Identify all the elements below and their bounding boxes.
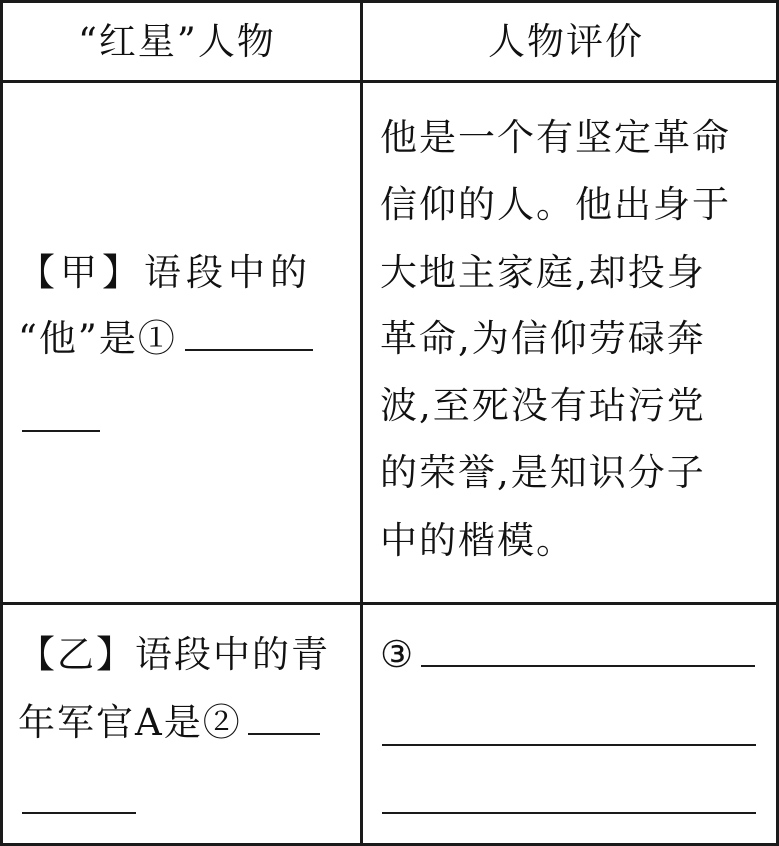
table-row-divider	[0, 602, 779, 605]
answer-blank-3[interactable]	[421, 635, 755, 667]
row2-right-prefix: ③	[380, 633, 416, 676]
row2-left-line2	[18, 690, 320, 756]
answer-blank-2[interactable]	[248, 703, 320, 735]
row1-left-line1: 【甲】语段中的	[18, 251, 312, 294]
row1-right-line5: 波,至死没有玷污党	[380, 384, 706, 427]
table-border-left	[0, 0, 3, 846]
row2-right-line1	[380, 622, 755, 688]
row1-right-line7: 中的楷模。	[380, 519, 575, 562]
answer-blank-3-line3[interactable]	[382, 812, 756, 814]
answer-blank-2-continued[interactable]	[22, 812, 136, 814]
row1-right-line1: 他是一个有坚定革命	[380, 116, 731, 159]
answer-blank-3-line2[interactable]	[382, 744, 756, 746]
row1-right-line4: 革命,为信仰劳碌奔	[380, 317, 706, 360]
table-header-divider	[0, 80, 779, 83]
row1-right-line6: 的荣誉,是知识分子	[380, 451, 706, 494]
row1-right-line2: 信仰的人。他出身于	[380, 183, 731, 226]
row1-right-line3: 大地主家庭,却投身	[380, 251, 706, 294]
answer-blank-1[interactable]	[185, 319, 313, 351]
row2-left-prefix: 年军官A是②	[18, 701, 242, 744]
row2-left-line1: 【乙】语段中的青	[18, 633, 330, 676]
header-red-star-figure: “红星”人物	[78, 20, 276, 63]
answer-blank-1-continued[interactable]	[22, 430, 100, 432]
table-border-top	[0, 0, 779, 3]
header-figure-evaluation: 人物评价	[488, 20, 644, 63]
table-column-divider	[360, 0, 363, 846]
row1-left-line2	[18, 306, 313, 372]
row1-left-prefix: “他”是①	[18, 317, 177, 360]
